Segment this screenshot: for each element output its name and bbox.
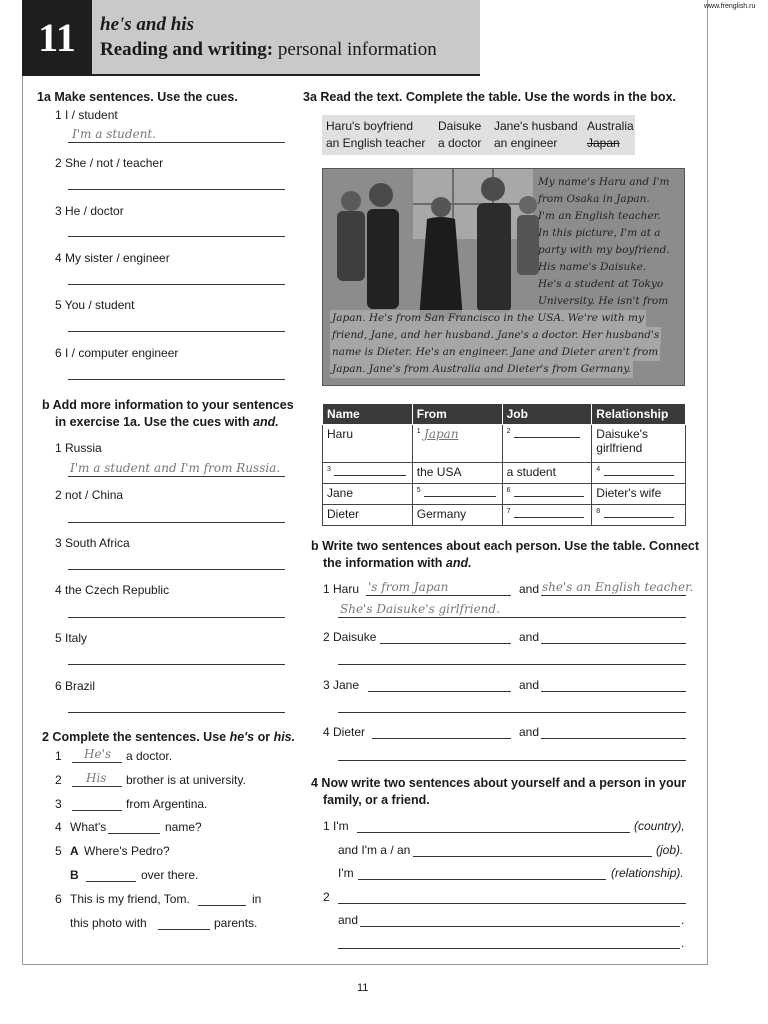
unit-title-skills [100, 39, 437, 61]
table-cell: a student [502, 463, 592, 484]
table-header-relationship: Relationship [592, 404, 686, 425]
word-box-item: Australia [587, 119, 634, 133]
table-cell[interactable] [592, 505, 686, 526]
ex1a-line-5[interactable] [68, 331, 285, 332]
ex1a-heading: 1a Make sentences. Use the cues. [37, 90, 238, 104]
blank-number: 2 [506, 428, 511, 435]
ex3b-daisuke-line-a[interactable] [380, 643, 511, 644]
ex1a-line-3[interactable] [68, 236, 285, 237]
word-box-item: Jane's husband [494, 119, 578, 133]
ex4-line-5-label: and [338, 913, 359, 927]
ex1a-line-1[interactable] [68, 142, 285, 143]
ex2-heading [42, 730, 295, 744]
ex4-line-3-label: I'm [338, 866, 354, 880]
ex1a-example-answer: I'm a student. [72, 127, 157, 141]
unit-title-grammar: he's and his [100, 14, 194, 35]
ex1b-item-3: 3 South Africa [55, 536, 130, 550]
word-box-item: a doctor [438, 136, 482, 150]
table-cell[interactable] [502, 484, 592, 505]
table-cell: the USA [412, 463, 502, 484]
table-header-from: From [412, 404, 502, 425]
story-line: from Osaka in Japan. [538, 193, 650, 205]
table-cell[interactable] [412, 484, 502, 505]
ex2-num-6: 6 [55, 892, 62, 906]
ex1b-line-5[interactable] [68, 664, 285, 665]
table-cell[interactable] [592, 463, 686, 484]
ex3b-and-4: and [519, 725, 540, 739]
ex3b-heading-1: b Write two sentences about each person. Use the table. Connect [311, 539, 700, 553]
word-box-item: Daisuke [438, 119, 482, 133]
ex3b-haru-line-c[interactable] [338, 617, 686, 618]
table-cell[interactable] [502, 505, 592, 526]
ex3b-haru-answer-1: 's from Japan [368, 580, 449, 594]
ex2-text-2: brother is at university. [126, 773, 246, 787]
ex4-heading-1: 4 Now write two sentences about yourself and a person in your [311, 776, 687, 790]
ex4-period-2: . [681, 936, 685, 950]
ex2-num-4: 4 [55, 820, 62, 834]
ex2-heading-or: or [257, 730, 271, 744]
ex1b-line-6[interactable] [68, 712, 285, 713]
story-line: party with my boyfriend. [538, 244, 670, 256]
ex2-num-1: 1 [55, 749, 62, 763]
word-box-item: an English teacher [326, 136, 426, 150]
ex2-text-5b: over there. [141, 868, 199, 882]
blank[interactable] [424, 487, 496, 497]
story-line: In this picture, I'm at a [538, 227, 661, 239]
unit-number: 11 [22, 0, 92, 76]
blank[interactable] [514, 428, 580, 438]
ex1a-item-5: 5 You / student [55, 298, 135, 312]
table-answer: Japan [424, 427, 459, 441]
ex3b-jane-line-c[interactable] [338, 712, 686, 713]
ex2-blank-1[interactable] [72, 762, 122, 763]
table-cell[interactable] [502, 425, 592, 463]
story-line: Japan. Jane's from Australia and Dieter's from Germany. [330, 361, 633, 378]
ex3a-heading: 3a Read the text. Complete the table. Use the words in the box. [303, 90, 676, 104]
blank[interactable] [604, 466, 674, 476]
ex4-line-2-label: and I'm a / an [338, 843, 411, 857]
ex2-heading-his: his. [273, 730, 296, 744]
ex4-relationship-hint: (relationship). [611, 866, 684, 880]
ex1b-line-4[interactable] [68, 617, 285, 618]
ex3b-dieter-line-c[interactable] [338, 760, 686, 761]
ex1b-heading-2-word: and. [253, 415, 279, 429]
ex4-line-4-label: 2 [323, 890, 330, 904]
blank[interactable] [604, 508, 674, 518]
blank-number: 3 [327, 466, 331, 473]
ex3b-and-3: and [519, 678, 540, 692]
story-line: University. He isn't from [538, 295, 669, 307]
ex2-text-6b: in [252, 892, 262, 906]
ex2-speaker-b: B [70, 868, 79, 882]
ex2-answer-1: He's [84, 747, 112, 761]
blank[interactable] [334, 466, 406, 476]
ex3b-heading-2-word: and. [445, 556, 472, 570]
word-box-item-crossed: Japan [587, 136, 620, 150]
site-url: www.frenglish.ru [704, 3, 756, 10]
table-cell: Haru [323, 425, 413, 463]
ex4-period-1: . [681, 913, 685, 927]
ex3b-dieter-line-b[interactable] [541, 738, 686, 739]
ex2-text-3: from Argentina. [126, 797, 208, 811]
ex1a-item-3: 3 He / doctor [55, 204, 124, 218]
ex2-text-6c: this photo with [70, 916, 147, 930]
ex1b-item-5: 5 Italy [55, 631, 88, 645]
story-line: I'm an English teacher. [538, 210, 661, 222]
story-line: His name's Daisuke. [538, 261, 647, 273]
ex3b-item-haru: 1 Haru [323, 582, 360, 596]
ex4-job-hint: (job). [656, 843, 684, 857]
word-box-item: an engineer [494, 136, 558, 150]
blank[interactable] [514, 487, 584, 497]
ex2-num-5: 5 [55, 844, 62, 858]
story-line: name is Dieter. He's an engineer. Jane and Dieter aren't from [330, 344, 660, 361]
ex1b-line-1[interactable] [68, 476, 285, 477]
ex2-blank-3[interactable] [72, 810, 122, 811]
ex2-blank-5[interactable] [86, 881, 136, 882]
table-header-job: Job [502, 404, 592, 425]
title-skills-rest: personal information [277, 39, 437, 60]
story-line: friend, Jane, and her husband. Jane's a doctor. Her husband's [330, 327, 661, 344]
table-cell[interactable] [412, 425, 502, 463]
ex4-line-4[interactable] [338, 903, 686, 904]
ex3b-daisuke-line-c[interactable] [338, 664, 686, 665]
page-number: 11 [357, 982, 369, 994]
ex3b-heading-2-text: the information with [323, 556, 443, 570]
ex1b-item-2: 2 not / China [55, 488, 124, 502]
ex3b-and-2: and [519, 630, 540, 644]
ex2-blank-4[interactable] [108, 833, 160, 834]
table-cell[interactable] [323, 463, 413, 484]
ex1a-line-4[interactable] [68, 284, 285, 285]
ex1a-item-2: 2 She / not / teacher [55, 156, 164, 170]
ex4-line-1-label: 1 I'm [323, 819, 349, 833]
ex1a-line-2[interactable] [68, 189, 285, 190]
table-cell: Daisuke's girlfriend [592, 425, 686, 463]
ex4-line-5[interactable] [360, 926, 680, 927]
blank-number: 4 [596, 466, 601, 473]
ex1b-heading-1: b Add more information to your sentences [42, 398, 294, 412]
ex1b-example-answer: I'm a student and I'm from Russia. [70, 461, 281, 475]
ex4-line-2[interactable] [413, 856, 652, 857]
ex1b-line-2[interactable] [68, 522, 285, 523]
ex1a-line-6[interactable] [68, 379, 285, 380]
ex3b-heading-2 [323, 556, 472, 570]
ex2-num-3: 3 [55, 797, 62, 811]
ex4-heading-2: family, or a friend. [323, 793, 430, 807]
story-line: My name's Haru and I'm [538, 176, 670, 188]
table-row [323, 425, 686, 463]
word-box-item: Haru's boyfriend [326, 119, 413, 133]
ex3b-item-daisuke: 2 Daisuke [323, 630, 377, 644]
ex2-text-4b: name? [165, 820, 202, 834]
ex2-answer-2: His [86, 771, 107, 785]
ex3b-haru-line-b[interactable] [541, 595, 686, 596]
ex2-blank-6b[interactable] [158, 929, 210, 930]
info-table [322, 403, 686, 526]
ex3b-dieter-line-a[interactable] [372, 738, 511, 739]
ex1a-item-4: 4 My sister / engineer [55, 251, 170, 265]
ex2-text-6a: This is my friend, Tom. [70, 892, 190, 906]
ex4-line-3[interactable] [358, 879, 606, 880]
ex3b-haru-answer-2: she's an English teacher. [542, 580, 694, 594]
ex2-heading-text: 2 Complete the sentences. Use [42, 730, 227, 744]
ex3b-haru-answer-3: She's Daisuke's girlfriend. [340, 602, 500, 616]
title-skills-bold: Reading and writing: [100, 39, 274, 60]
table-row [323, 484, 686, 505]
blank-number: 6 [506, 487, 511, 494]
ex3b-item-dieter: 4 Dieter [323, 725, 366, 739]
ex1b-item-4: 4 the Czech Republic [55, 583, 170, 597]
ex1a-item-6: 6 I / computer engineer [55, 346, 179, 360]
ex3b-jane-line-b[interactable] [541, 691, 686, 692]
ex2-text-6d: parents. [214, 916, 258, 930]
ex3b-item-jane: 3 Jane [323, 678, 360, 692]
table-cell: Jane [323, 484, 413, 505]
ex3b-and-1: and [519, 582, 540, 596]
ex1b-item-1: 1 Russia [55, 441, 102, 455]
ex2-speaker-a: A [70, 844, 79, 858]
ex4-country-hint: (country), [634, 819, 685, 833]
ex1b-item-6: 6 Brazil [55, 679, 96, 693]
story-line: Japan. He's from San Francisco in the USA. We're with my [330, 310, 646, 327]
blank-number: 8 [596, 508, 601, 515]
ex2-blank-6a[interactable] [198, 905, 246, 906]
table-cell: Dieter's wife [592, 484, 686, 505]
table-row [323, 463, 686, 484]
ex3b-daisuke-line-b[interactable] [541, 643, 686, 644]
blank-number: 1 [416, 428, 421, 435]
table-cell: Germany [412, 505, 502, 526]
ex2-text-5a: Where's Pedro? [84, 844, 170, 858]
ex2-text-1: a doctor. [126, 749, 173, 763]
ex1a-item-1: 1 I / student [55, 108, 118, 122]
blank-number: 7 [506, 508, 511, 515]
table-cell: Dieter [323, 505, 413, 526]
ex4-line-6[interactable] [338, 948, 680, 949]
ex4-line-1[interactable] [357, 832, 630, 833]
ex1b-heading-2-text: in exercise 1a. Use the cues with [55, 415, 250, 429]
ex2-text-4a: What's [70, 820, 107, 834]
blank-number: 5 [416, 487, 421, 494]
ex2-blank-2[interactable] [72, 786, 122, 787]
story-line: He's a student at Tokyo [538, 278, 664, 290]
ex3b-jane-line-a[interactable] [368, 691, 511, 692]
ex1b-line-3[interactable] [68, 569, 285, 570]
table-header-name: Name [323, 404, 413, 425]
table-row [323, 505, 686, 526]
ex1b-heading-2 [55, 415, 279, 429]
ex2-heading-hes: he's [229, 730, 255, 744]
ex2-num-2: 2 [55, 773, 62, 787]
ex3b-haru-line-a[interactable] [366, 595, 511, 596]
blank[interactable] [514, 508, 584, 518]
